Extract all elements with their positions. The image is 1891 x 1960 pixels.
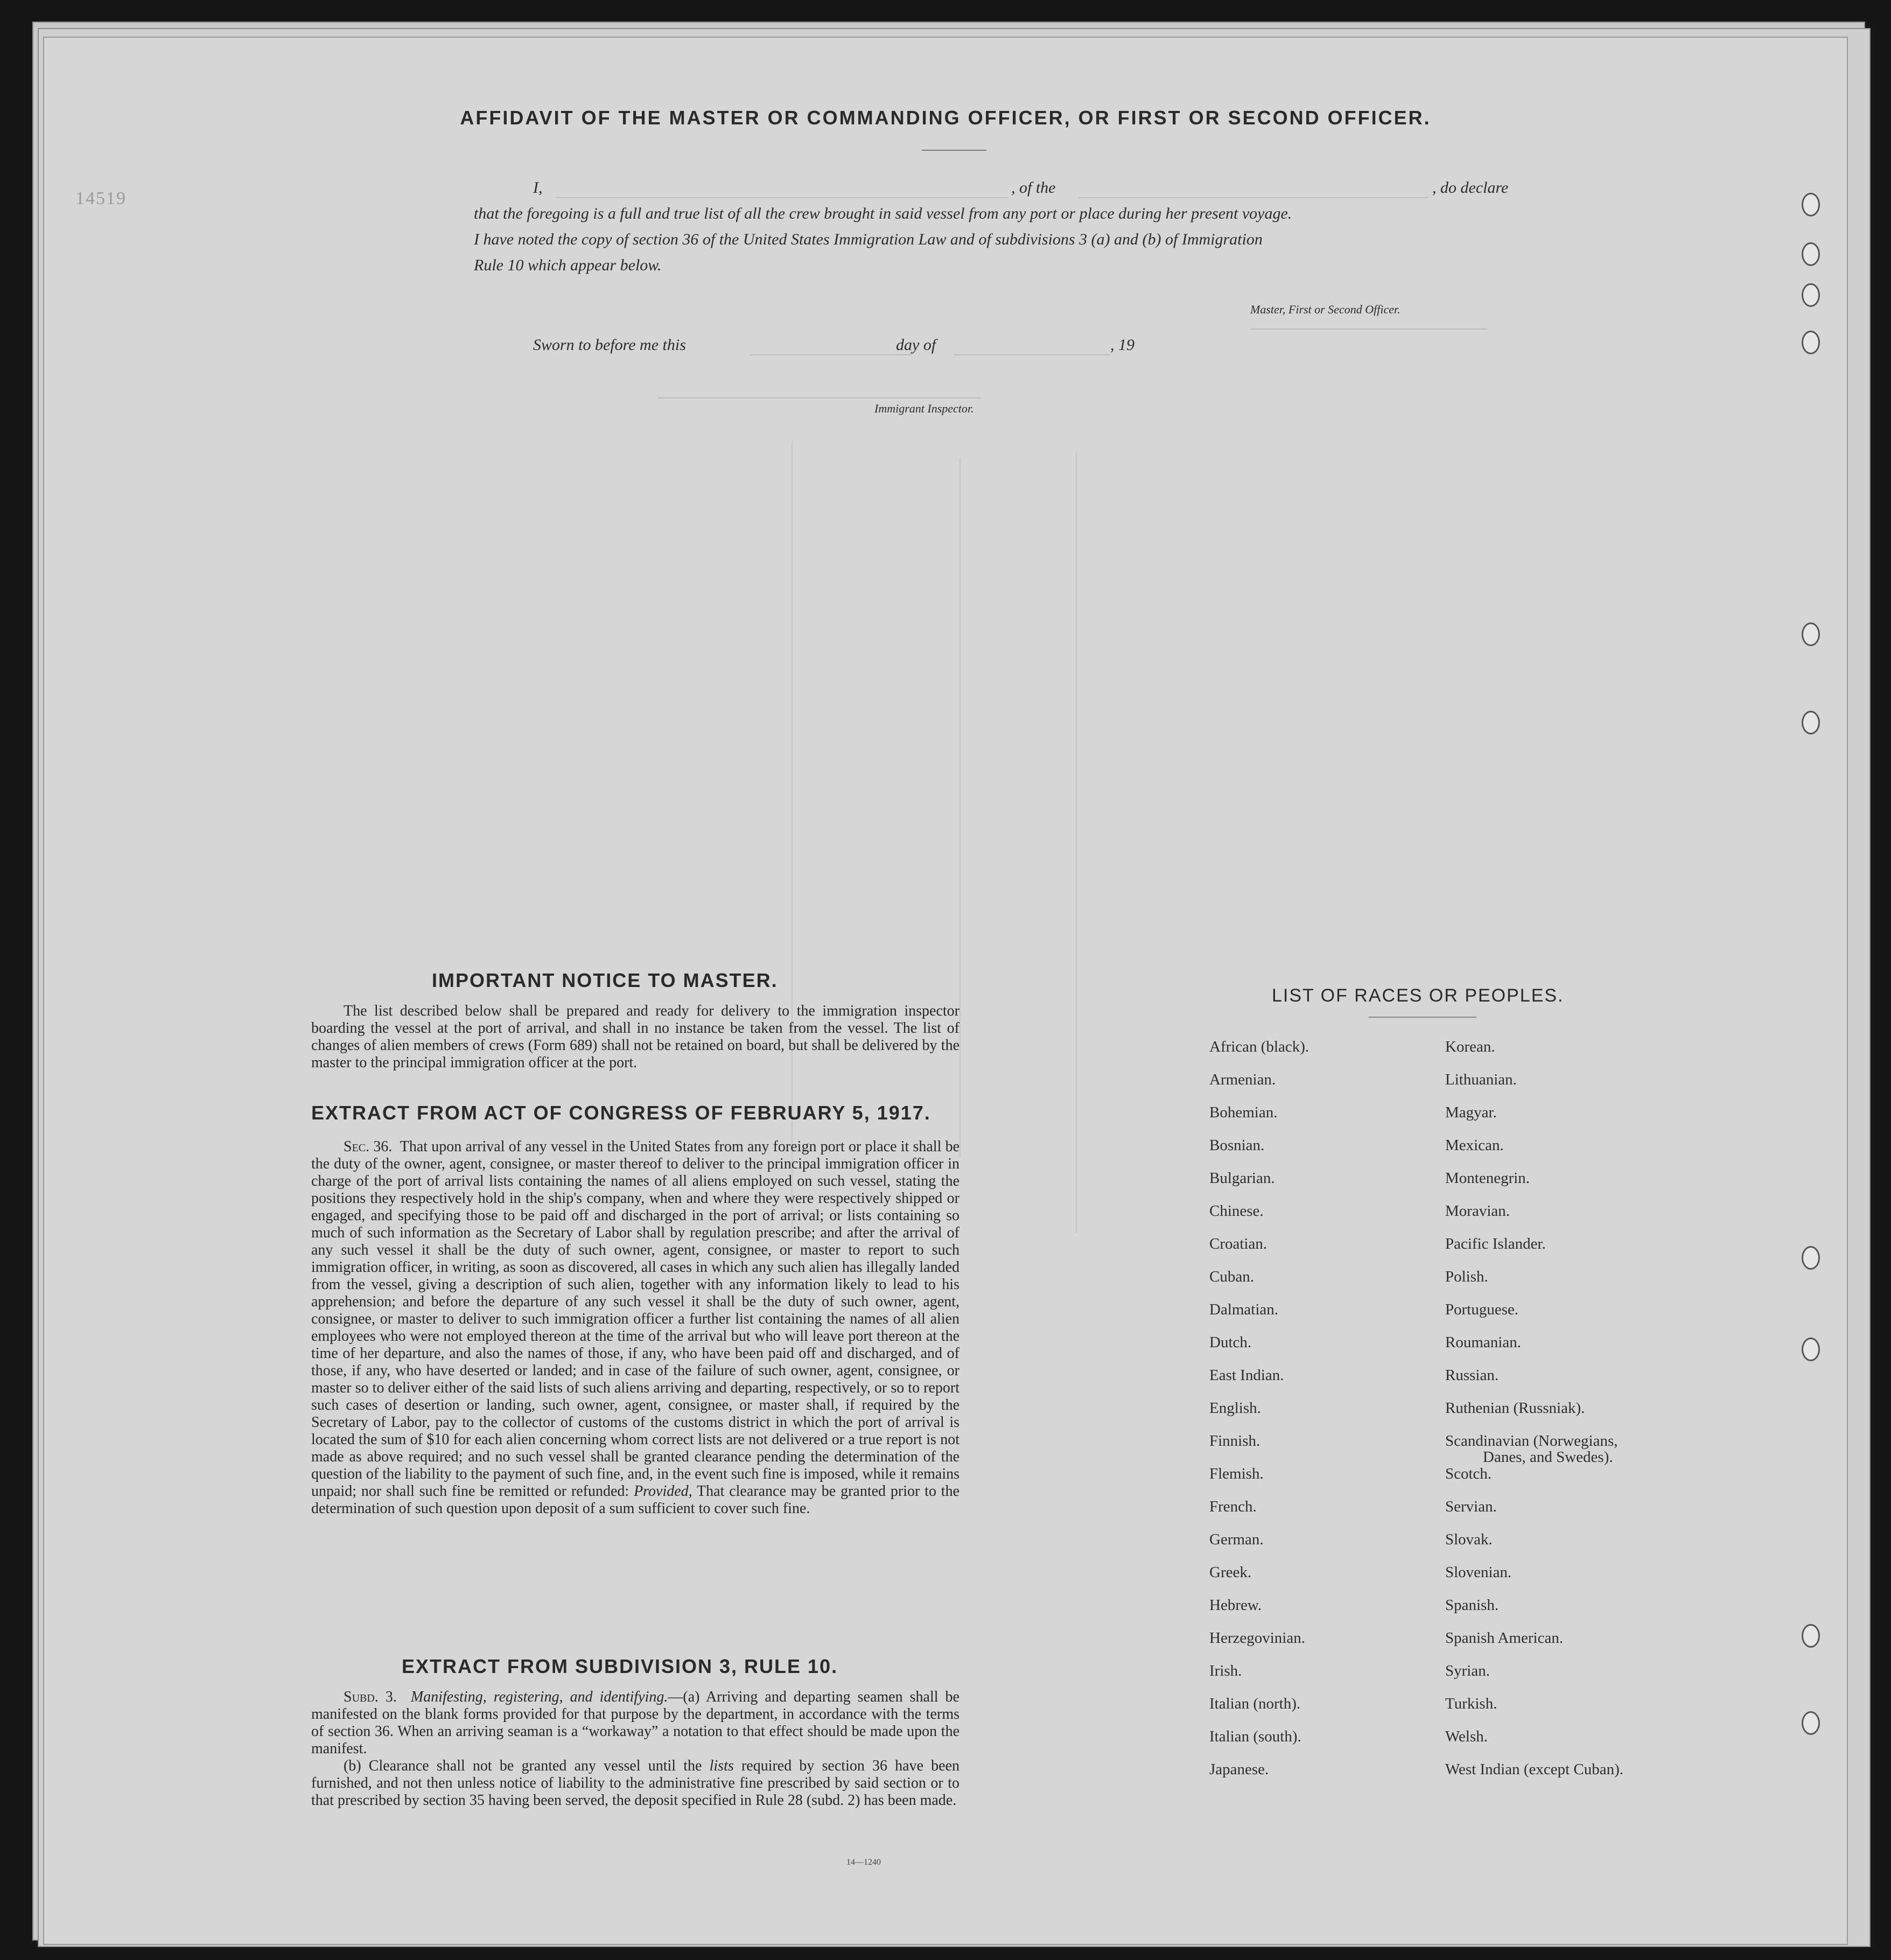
para-a: —(a) Arriving and departing seamen shall be manifested on the blank forms provided for that purpose by the department, in accordance with the terms of section 36. When an arriving seaman is a “workaway” a notation to that effect should be made upon the manifest.	[311, 1689, 959, 1757]
notice-title: IMPORTANT NOTICE TO MASTER.	[432, 969, 778, 991]
affidavit-title: AFFIDAVIT OF THE MASTER OR COMMANDING OFFICER, OR FIRST OR SECOND OFFICER.	[460, 107, 1431, 129]
binding-hole	[1802, 331, 1820, 354]
affidavit-line2: that the foregoing is a full and true list of all the crew brought in said vessel from any port or place during her present voyage.	[474, 205, 1292, 222]
race-item: Korean.	[1445, 1038, 1495, 1055]
signature-blank	[1250, 328, 1487, 330]
race-item: Italian (south).	[1209, 1728, 1301, 1745]
race-item: African (black).	[1209, 1038, 1309, 1055]
affidavit-line1-declare: , do declare	[1432, 179, 1509, 197]
title-underline	[922, 150, 986, 151]
act-body-end: That clearance may be granted prior to the determination of such question upon deposit of a sum sufficient to cover such fine.	[311, 1483, 960, 1517]
race-item: Pacific Islander.	[1445, 1235, 1546, 1252]
race-item: Japanese.	[1209, 1761, 1269, 1778]
binding-hole	[1802, 1246, 1820, 1270]
race-item: Armenian.	[1209, 1071, 1276, 1088]
race-item: Syrian.	[1445, 1662, 1490, 1679]
race-item: Greek.	[1209, 1564, 1252, 1581]
affidavit-line3: I have noted the copy of section 36 of the United States Immigration Law and of subdivisions 3 (a) and (b) of Immigration	[474, 230, 1263, 248]
race-item: Scotch.	[1445, 1465, 1492, 1482]
race-item: Portuguese.	[1445, 1301, 1519, 1318]
race-item: Hebrew.	[1209, 1597, 1262, 1614]
race-item: Magyar.	[1445, 1104, 1497, 1121]
day-of-label: day of	[896, 336, 936, 354]
race-item: Finnish.	[1209, 1432, 1260, 1450]
race-item: Moravian.	[1445, 1202, 1510, 1220]
race-item: Dutch.	[1209, 1334, 1252, 1351]
race-item: Irish.	[1209, 1662, 1242, 1679]
act-extract-title: EXTRACT FROM ACT OF CONGRESS OF FEBRUARY 5, 1917.	[311, 1102, 931, 1124]
race-item: West Indian (except Cuban).	[1445, 1761, 1624, 1778]
race-item: Dalmatian.	[1209, 1301, 1279, 1318]
race-item: German.	[1209, 1531, 1264, 1548]
affidavit-line4: Rule 10 which appear below.	[474, 256, 662, 274]
race-item: Mexican.	[1445, 1137, 1504, 1154]
race-item: French.	[1209, 1498, 1257, 1515]
race-item: Servian.	[1445, 1498, 1497, 1515]
bleed-line	[792, 442, 793, 1249]
binding-hole	[1802, 283, 1820, 307]
inspector-blank	[658, 397, 981, 398]
race-item: Bohemian.	[1209, 1104, 1278, 1121]
name-blank	[556, 197, 1008, 198]
race-item: Slovak.	[1445, 1531, 1493, 1548]
race-item: Spanish.	[1445, 1597, 1499, 1614]
race-item: Cuban.	[1209, 1268, 1254, 1285]
binding-hole	[1802, 711, 1820, 734]
form-page	[43, 37, 1848, 1945]
subd-label: Subd. 3.	[344, 1689, 397, 1705]
race-item-continuation: Danes, and Swedes).	[1483, 1448, 1613, 1466]
race-item: Bulgarian.	[1209, 1170, 1275, 1187]
binding-hole	[1802, 1624, 1820, 1648]
race-item: Ruthenian (Russniak).	[1445, 1399, 1585, 1417]
race-item: Turkish.	[1445, 1695, 1497, 1712]
binding-hole	[1802, 193, 1820, 216]
notice-text	[311, 1003, 959, 1072]
race-item: Bosnian.	[1209, 1137, 1265, 1154]
binding-hole	[1802, 1338, 1820, 1361]
races-title: LIST OF RACES OR PEOPLES.	[1272, 985, 1564, 1006]
race-item: East Indian.	[1209, 1367, 1284, 1384]
affidavit-line1-of-the: , of the	[1011, 179, 1056, 197]
race-item: English.	[1209, 1399, 1261, 1417]
act-extract-text	[311, 1138, 959, 1517]
bleed-line	[1076, 452, 1077, 1233]
sec-label: Sec. 36.	[344, 1138, 393, 1155]
race-item: Montenegrin.	[1445, 1170, 1530, 1187]
signature-label: Master, First or Second Officer.	[1250, 303, 1400, 316]
race-item: Slovenian.	[1445, 1564, 1512, 1581]
form-number: 14—1240	[846, 1858, 881, 1867]
race-item: Roumanian.	[1445, 1334, 1521, 1351]
race-item: Croatian.	[1209, 1235, 1267, 1252]
rule-extract-text	[311, 1689, 959, 1809]
vessel-blank	[1078, 197, 1428, 198]
race-item: Spanish American.	[1445, 1629, 1564, 1647]
rule-extract-title: EXTRACT FROM SUBDIVISION 3, RULE 10.	[402, 1655, 838, 1677]
inspector-label: Immigrant Inspector.	[874, 402, 974, 415]
para-b-end: required by section 36 have been furnished, and not then unless notice of liability to the administrative fine prescribed by said section or to that prescribed by section 35 having been served, the deposit specified in Rule 28 (subd. 2) has been made.	[311, 1758, 960, 1809]
bleed-line	[959, 458, 961, 1158]
para-b-lists: lists	[709, 1758, 734, 1774]
year-label: , 19	[1110, 336, 1134, 354]
para-b-start: (b) Clearance shall not be granted any vessel until the	[344, 1758, 702, 1774]
race-item: Welsh.	[1445, 1728, 1488, 1745]
races-right-column	[1445, 1038, 1623, 1794]
month-blank	[954, 354, 1110, 355]
day-blank	[750, 354, 911, 355]
binding-hole	[1802, 1711, 1820, 1735]
races-left-column	[1209, 1038, 1309, 1794]
race-item: Polish.	[1445, 1268, 1488, 1285]
binding-hole	[1802, 622, 1820, 646]
margin-note: 14519	[75, 188, 127, 208]
race-item: Chinese.	[1209, 1202, 1264, 1220]
race-item: Flemish.	[1209, 1465, 1264, 1482]
race-item: Scandinavian (Norwegians, Danes, and Swedes).	[1445, 1432, 1618, 1466]
binding-hole	[1802, 242, 1820, 266]
race-item: Herzegovinian.	[1209, 1629, 1305, 1647]
race-item: Russian.	[1445, 1367, 1499, 1384]
sworn-label: Sworn to before me this	[533, 336, 686, 354]
race-item: Italian (north).	[1209, 1695, 1301, 1712]
provided-label: Provided,	[634, 1483, 692, 1500]
race-item: Lithuanian.	[1445, 1071, 1517, 1088]
races-underline	[1369, 1017, 1476, 1018]
notice-paragraph: The list described below shall be prepared and ready for delivery to the immigration inspector boarding the vessel at the port of arrival, and shall in no instance be taken from the vessel. The list of changes of alien members of crews (Form 689) shall not be retained on board, but shall be delivered by the master to the principal immigration officer at the port.	[311, 1003, 959, 1071]
subd-heading: Manifesting, registering, and identifying.	[410, 1689, 668, 1705]
affidavit-line1-i: I,	[533, 179, 543, 197]
act-body: That upon arrival of any vessel in the United States from any foreign port or place it shall be the duty of the owner, agent, consignee, or master thereof to deliver to the principal immigration officer in charge of the port of arrival lists containing the names of all aliens employed on such vessel, stating the positions they respectively hold in the ship's company, when and where they were respectively shipped or engaged, and specifying those to be paid off and discharged in the port of arrival; or lists containing so much of such information as the Secretary of Labor shall by regulation prescribe; and after the arrival of any such vessel it shall be the duty of such owner, agent, consignee, or master to report to such immigration officer, in writing, as soon as discovered, all cases in which any such alien has illegally landed from the vessel, giving a description of such alien, together with any information likely to lead to his apprehension; and before the departure of any such vessel it shall be the duty of such owner, agent, consignee, or master to deliver to such immigration officer a further list containing the names of all alien employees who were not employed thereon at the time of the arrival but who will leave port thereon at the time of her departure, and also the names of those, if any, who have been paid off and discharged, and of those, if any, who have deserted or landed; and in case of the failure of such owner, agent, consignee, or master so to deliver either of the said lists of such aliens arriving and departing, respectively, or so to report such cases of desertion or landing, such owner, agent, consignee, or master shall, if required by the Secretary of Labor, pay to the collector of customs of the customs district in which the port of arrival is located the sum of $10 for each alien concerning whom correct lists are not delivered or a true report is not made as above required; and no such vessel shall be granted clearance pending the determination of the question of the liability to the payment of such fine, and, in the event such fine is imposed, while it remains unpaid; nor shall such fine be remitted or refunded:	[311, 1138, 959, 1500]
